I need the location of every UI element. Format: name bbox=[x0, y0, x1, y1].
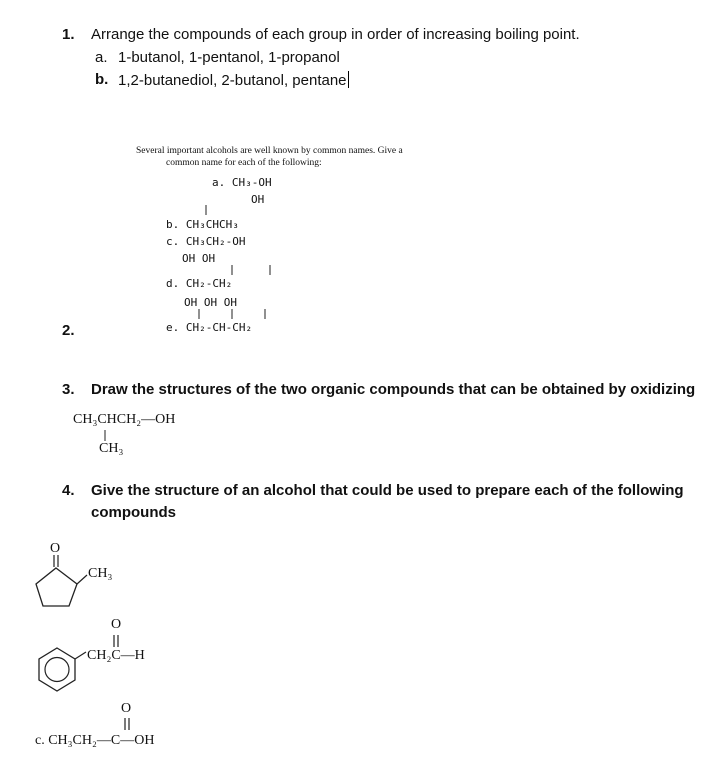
q2-b: b. CH₃CHCH₃ bbox=[166, 218, 239, 231]
q2-intro-line1: Several important alcohols are well known by common names. Give a bbox=[136, 146, 403, 156]
q1-text: Arrange the compounds of each group in order of increasing boiling point. bbox=[91, 26, 580, 43]
q3-formula-branch: CH₃ bbox=[99, 441, 124, 456]
q3-text: Draw the structures of the two organic compounds that can be obtained by oxidizing bbox=[91, 381, 696, 398]
q4-c-oxygen: O bbox=[121, 701, 132, 716]
q3-number: 3. bbox=[62, 381, 75, 398]
q2-number: 2. bbox=[62, 322, 75, 339]
q3-formula-main: CH₃CHCH₂—OH bbox=[73, 412, 176, 427]
q2-b-oh: OH bbox=[251, 193, 265, 206]
q4-b-chain: CH₂C—H bbox=[87, 648, 145, 663]
q4-text-line1: Give the structure of an alcohol that could be used to prepare each of the following bbox=[91, 482, 684, 499]
q2-e-oh: OH OH OH bbox=[184, 296, 237, 309]
q4-b-oxygen: O bbox=[111, 617, 122, 632]
q2-d: d. CH₂-CH₂ bbox=[166, 277, 233, 290]
q2-e: e. CH₂-CH-CH₂ bbox=[166, 321, 253, 334]
q1-a-text: 1-butanol, 1-pentanol, 1-propanol bbox=[118, 49, 340, 66]
q2-d-oh: OH OH bbox=[182, 252, 216, 265]
q2-c: c. CH₃CH₂-OH bbox=[166, 235, 246, 248]
q1-number: 1. bbox=[62, 26, 75, 43]
q4-text-line2: compounds bbox=[91, 504, 176, 521]
q4-number: 4. bbox=[62, 482, 75, 499]
q4-c-chain: c. CH₃CH₂—C—OH bbox=[35, 733, 155, 748]
q1-b-label: b. bbox=[95, 71, 109, 88]
q1-b-text: 1,2-butanediol, 2-butanol, pentane bbox=[118, 72, 347, 89]
q1-a-label: a. bbox=[95, 49, 108, 66]
q2-intro-line2: common name for each of the following: bbox=[166, 158, 322, 168]
q2-a: a. CH₃-OH bbox=[212, 176, 272, 189]
q4-a-methyl: CH₃ bbox=[88, 566, 113, 581]
q4-a-oxygen: O bbox=[50, 541, 61, 556]
